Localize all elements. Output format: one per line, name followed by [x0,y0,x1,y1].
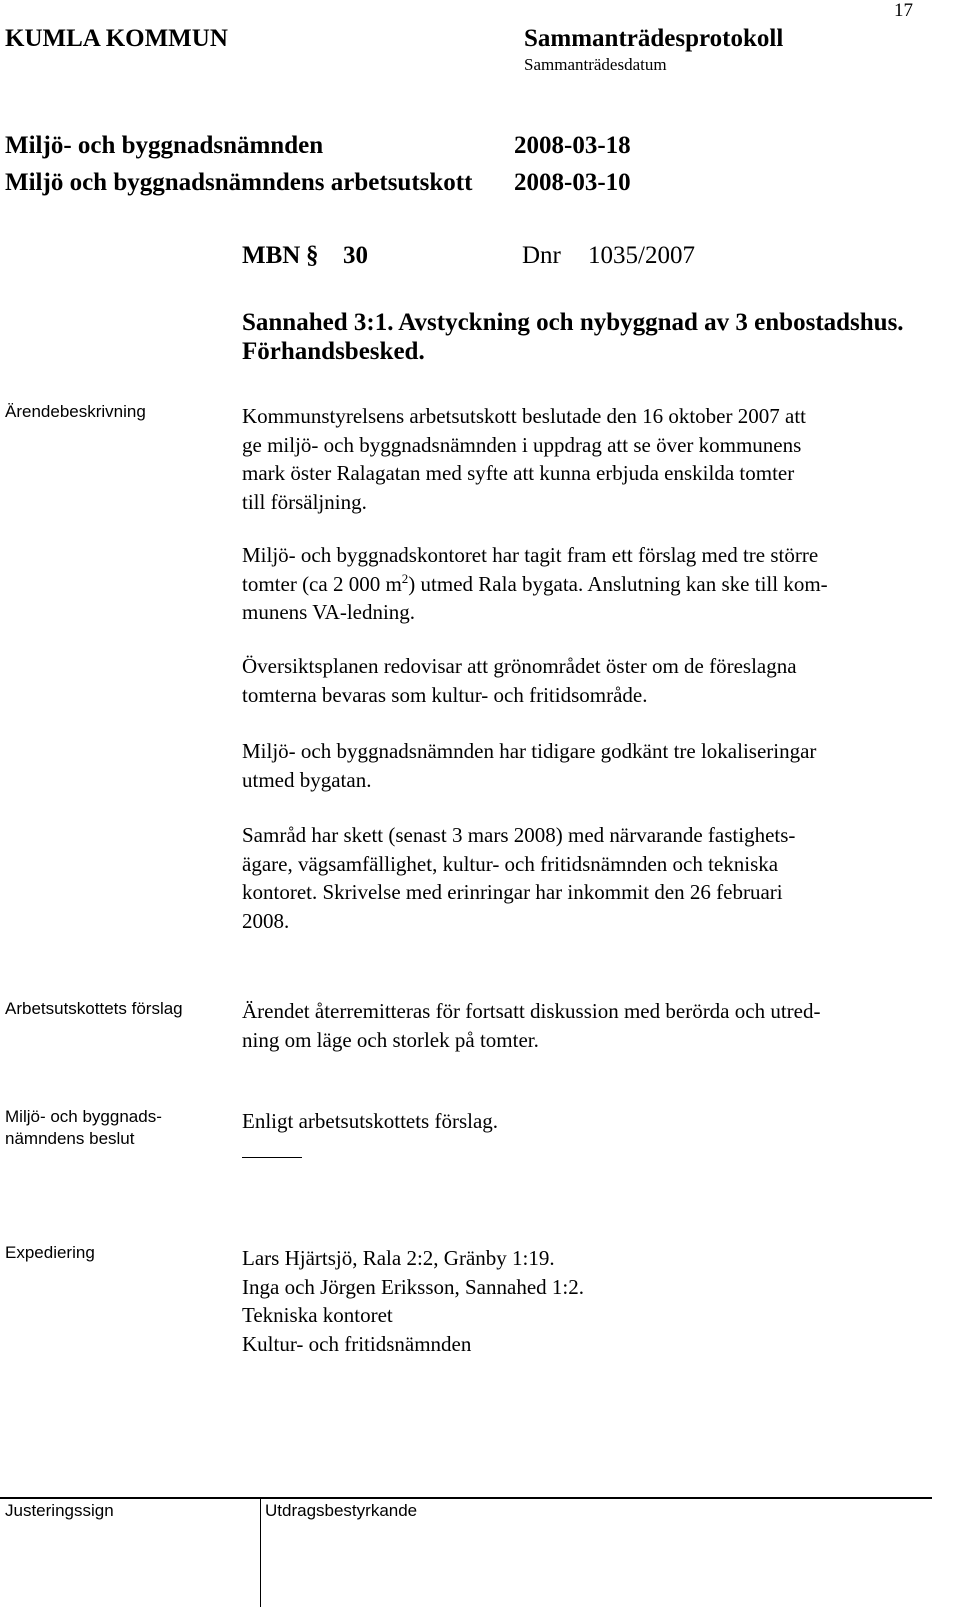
section-label-proposal: Arbetsutskottets förslag [5,999,183,1018]
footer-divider [260,1497,261,1607]
text-line: mark öster Ralagatan med syfte att kunna erbjuda enskilda tomter [242,461,795,485]
text-line: ning om läge och storlek på tomter. [242,1027,539,1052]
meeting-body-1: Miljö- och byggnadsnämnden [5,132,324,159]
text-line: tomterna bevaras som kultur- och fritidsområde. [242,682,648,707]
meeting-date-label: Sammanträdesdatum [524,55,667,74]
municipality-name: KUMLA KOMMUN [5,25,228,52]
text-line: ägare, vägsamfällighet, kultur- och fritidsnämnden och tekniska [242,851,779,876]
text-fragment: tomter (ca 2 000 m [242,571,402,596]
meeting-body-2: Miljö och byggnadsnämndens arbetsutskott [5,169,473,196]
dnr-number: 1035/2007 [588,242,695,269]
document-type: Sammanträdesprotokoll [524,25,784,52]
meeting-date-1: 2008-03-18 [514,132,631,159]
description-paragraph-2 [242,541,932,627]
dispatch-list [242,1244,932,1358]
case-title-line-1: Sannahed 3:1. Avstyckning och nybyggnad av 3 enbostadshus. [242,309,904,336]
section-label-decision-1: Miljö- och byggnads- [5,1107,162,1126]
meeting-date-2: 2008-03-10 [514,169,631,196]
section-label-decision-2: nämndens beslut [5,1129,135,1148]
text-fragment: ) utmed Rala bygata. Anslutning kan ske till kom- [408,571,828,596]
text-line: Samråd har skett (senast 3 mars 2008) med närvarande fastighets- [242,823,796,847]
list-item: Lars Hjärtsjö, Rala 2:2, Gränby 1:19. [242,1246,555,1270]
text-line: Miljö- och byggnadsnämnden har tidigare godkänt tre lokaliseringar [242,739,817,763]
case-prefix: MBN [242,242,301,269]
section-label-description: Ärendebeskrivning [5,402,146,421]
list-item: Inga och Jörgen Eriksson, Sannahed 1:2. [242,1274,584,1299]
description-paragraph-3 [242,652,932,709]
list-item: Kultur- och fritidsnämnden [242,1331,472,1356]
footer-signature-label: Justeringssign [5,1501,114,1520]
description-paragraph-4 [242,737,932,794]
proposal-text [242,997,932,1054]
list-item: Tekniska kontoret [242,1303,393,1327]
text-line: Översiktsplanen redovisar att grönområdet öster om de föreslagna [242,654,797,678]
dnr-label: Dnr [522,242,561,269]
superscript: 2 [401,570,409,586]
case-number: 30 [343,242,368,269]
text-line: munens VA-ledning. [242,600,416,624]
page-number: 17 [894,0,913,21]
case-title-line-2: Förhandsbesked. [242,338,425,365]
description-paragraph-5 [242,821,932,935]
text-line: Miljö- och byggnadskontoret har tagit fram ett förslag med tre större [242,543,819,567]
footer-rule [0,1497,932,1499]
decision-text [242,1107,932,1136]
text-line: till försäljning. [242,489,367,514]
text-line: Ärendet återremitteras för fortsatt diskussion med berörda och utred- [242,999,821,1023]
text-line: Enligt arbetsutskottets förslag. [242,1109,499,1133]
decision-underline [242,1157,302,1158]
description-paragraph-1 [242,402,932,516]
text-line: Kommunstyrelsens arbetsutskott beslutade den 16 oktober 2007 att [242,404,806,428]
text-line [242,570,932,599]
text-line: kontoret. Skrivelse med erinringar har inkommit den 26 februari [242,880,783,904]
text-line: utmed bygatan. [242,767,372,792]
section-label-dispatch: Expediering [5,1243,95,1262]
text-line: 2008. [242,908,290,933]
section-sign: § [306,242,319,269]
footer-certification-label: Utdragsbestyrkande [265,1501,418,1520]
text-line: ge miljö- och byggnadsnämnden i uppdrag att se över kommunens [242,432,802,457]
